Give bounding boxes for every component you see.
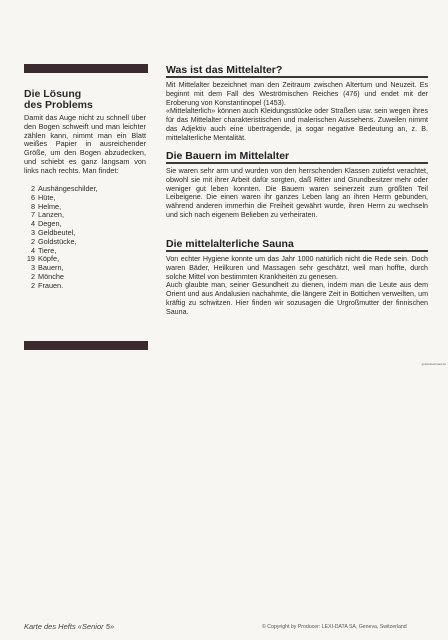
section-paragraph: Auch glaubte man, seiner Gesundheit zu dienen, indem man die Leute aus dem Orient und aus Andalusien nachahmte, die längere Zeit in Bottichen verweilten, um kräftig zu schwitzen. Hier finden wir sozusagen die Urgroßmutter der finnischen Sauna. <box>166 281 428 316</box>
section-body <box>166 167 428 220</box>
item-label: Frauen. <box>38 280 64 290</box>
side-watermark-text: gratisdownload.de <box>421 362 446 366</box>
list-item <box>24 282 144 291</box>
item-qty: 2 <box>30 271 35 281</box>
section-peasants <box>166 150 428 220</box>
section-paragraph: «Mittelalterlich» können auch Kleidungsstücke oder Straßen usw. sein wegen ihres für das Mittelalter charakteristischen und malerischen Aussehens. Zuweilen nimmt das Adjektiv auch eine übertragende, ja sogar negative Bedeutung an, z. B. mittelalterliche Mentalität. <box>166 107 428 142</box>
item-qty: 3 <box>30 227 35 237</box>
section-paragraph: Mit Mittelalter bezeichnet man den Zeitraum zwischen Altertum und Neuzeit. Es beginnt mit dem Fall des Weströmischen Reiches (476) und endet mit der Eroberung von Konstantinopel (1453). <box>166 81 428 107</box>
item-label: Degen, <box>38 219 62 229</box>
section-title: Was ist das Mittelalter? <box>166 64 283 76</box>
section-rule <box>166 162 428 164</box>
footer-copyright: © Copyright by Producer: LEXI-DATA SA, Geneva, Switzerland <box>262 624 407 630</box>
solution-title <box>24 89 148 111</box>
section-rule <box>166 76 428 78</box>
item-label: Goldstücke, <box>38 236 77 246</box>
section-sauna <box>166 238 428 317</box>
section-title: Die mittelalterliche Sauna <box>166 238 294 250</box>
section-title: Die Bauern im Mittelalter <box>166 150 290 162</box>
found-items-list <box>24 185 144 291</box>
item-qty: 3 <box>30 263 35 273</box>
item-label: Geldbeutel, <box>38 227 76 237</box>
item-label: Aushängeschilder, <box>38 184 98 193</box>
item-qty: 4 <box>30 219 35 229</box>
item-qty: 4 <box>30 245 35 255</box>
solution-title-line1: Die Lösung <box>24 88 82 100</box>
item-label: Hüte, <box>38 192 56 202</box>
section-body <box>166 255 428 317</box>
item-qty: 6 <box>30 192 35 202</box>
item-label: Bauern, <box>38 263 64 273</box>
item-label: Tiere, <box>38 245 57 255</box>
solution-intro: Damit das Auge nicht zu schnell über den Bogen schweift und man leichter zählen kann, nimmt man ein Blatt weißes Papier in ausreichender Größe, um den Bogen abzudecken, und schiebt es ganz langsam von links nach rechts. Man findet: <box>24 113 146 175</box>
solution-title-line2: des Problems <box>24 99 93 111</box>
item-qty: 2 <box>30 236 35 246</box>
left-top-bar <box>24 64 148 73</box>
left-bottom-bar <box>24 341 148 350</box>
item-qty: 19 <box>26 254 35 264</box>
item-label: Lanzen, <box>38 210 64 220</box>
section-paragraph: Sie waren sehr arm und wurden von den herrschenden Klassen zutiefst verachtet, obwohl sie mit ihrer Arbeit dafür sorgten, daß Ritter und Grundbesitzer mehr oder weniger gut leben konnten. Die Bauern waren seinerzeit zum größten Teil Leibeigene. Die einen waren ihr ganzes Leben lang an ihren Herrn gebunden, während anderen immerhin die Freiheit gewährt wurde, ihren Herrn zu wechseln und sich nach eigenem Belieben zu verheiraten. <box>166 167 428 219</box>
item-label: Mönche <box>38 271 64 281</box>
item-qty: 8 <box>30 201 35 211</box>
item-qty: 2 <box>30 184 35 193</box>
footer-card-label: Karte des Hefts «Senior 5» <box>24 622 115 631</box>
item-label: Helme, <box>38 201 62 211</box>
section-rule <box>166 250 428 252</box>
item-label: Köpfe, <box>38 254 60 264</box>
item-qty: 7 <box>30 210 35 220</box>
item-qty: 2 <box>30 280 35 290</box>
section-paragraph: Von echter Hygiene konnte um das Jahr 1000 natürlich nicht die Rede sein. Doch waren Bäder, Heilkuren und Massagen sehr geschätzt, weil man hoffte, durch solche Mittel von bestimmten Krankheiten zu genesen. <box>166 255 428 281</box>
section-middle-ages <box>166 64 428 143</box>
section-body <box>166 81 428 143</box>
